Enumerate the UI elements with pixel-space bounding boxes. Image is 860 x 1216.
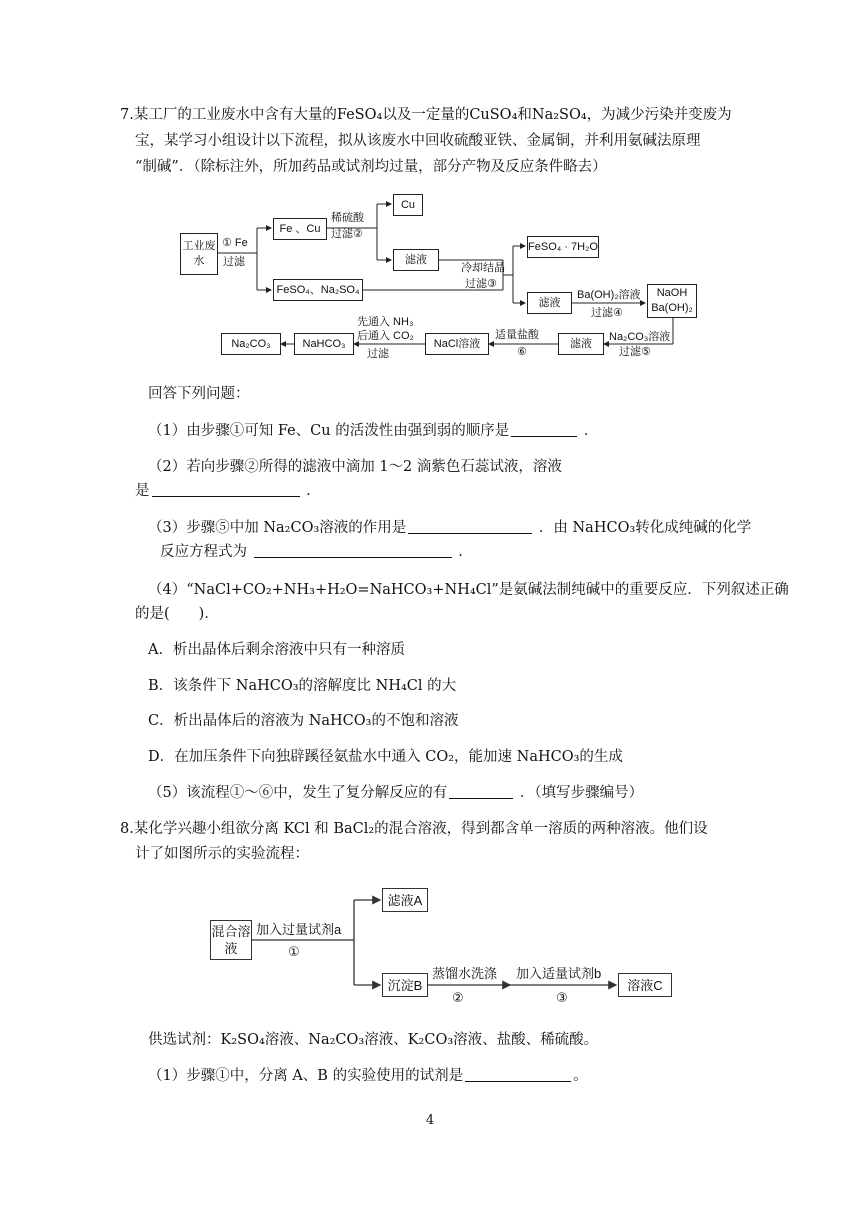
box-feso4-na2so4: FeSO₄、Na₂SO₄ [273,279,363,301]
answer-blank[interactable] [254,543,452,558]
q7-part3b: 反应方程式为 ． [160,544,473,560]
naoh-text: NaOH [656,287,688,299]
label-q8-step1b: ① [288,944,300,959]
label-step2a: 稀硫酸 [331,212,364,224]
q7-option-d: D．在加压条件下向独辟蹊径氨盐水中通入 CO₂，能加速 NaHCO₃的生成 [148,749,623,765]
box-fe-cu: Fe 、Cu [273,218,327,240]
label-q8-step3a: 加入适量试剂b [516,966,602,981]
label-step4a: Ba(OH)₂溶液 [577,289,641,301]
answer-blank[interactable] [152,482,300,497]
q7-part5-text: （5）该流程①～⑥中，发生了复分解反应的有 [148,785,448,801]
label-q8-step2a: 蒸馏水洗涤 [432,966,498,981]
label-step7c: 过滤 [367,348,389,360]
q8-part1-end: 。 [573,1068,588,1084]
q7-part5 [148,783,643,803]
label-step1b: 过滤 [223,256,245,268]
box-waste-water: 工业废水 [180,233,218,275]
answer-blank[interactable] [449,784,513,799]
label-step3a: 冷却结晶 [461,262,505,274]
q7-line2: 宝，某学习小组设计以下流程，拟从该废水中回收硫酸亚铁、金属铜，并利用氨碱法原理 [135,133,701,149]
label-step2b: 过滤② [331,228,363,240]
q7-part5-tail: ．（填写步骤编号） [519,785,644,801]
box-cu: Cu [393,194,423,216]
label-step7a: 先通入 NH₃ [357,316,414,328]
q7-part2a: （2）若向步骤②所得的滤液中滴加 1～2 滴紫色石蕊试液，溶液 [148,459,562,475]
q7-answer-intro: 回答下列问题： [148,386,250,402]
label-step5b: 过滤⑤ [619,346,651,358]
box-nahco3: NaHCO₃ [294,333,354,355]
answer-blank[interactable] [465,1067,571,1082]
label-step4b: 过滤④ [591,307,623,319]
q7-option-a: A．析出晶体后剩余溶液中只有一种溶质 [148,642,405,658]
q7-option-c: C．析出晶体后的溶液为 NaHCO₃的不饱和溶液 [148,713,459,729]
box-precipitate-b: 沉淀B [382,973,428,997]
answer-blank[interactable] [511,422,577,437]
q8-line2: 计了如图所示的实验流程： [135,846,309,862]
box-filtrate-1: 滤液 [393,249,439,271]
q7-part3a-tail: ．由 NaHCO₃转化成纯碱的化学 [538,520,752,536]
baoh2-text: Ba(OH)₂ [651,302,693,314]
box-filtrate-3: 滤液 [558,333,604,355]
box-filtrate-2: 滤液 [527,292,572,314]
box-filtrate-a: 滤液A [382,888,428,912]
label-step3b: 过滤③ [465,278,497,290]
q8-line1: 8.某化学兴趣小组欲分离 KCl 和 BaCl₂的混合溶液，得到都含单一溶质的两种溶液。他们设 [120,821,708,837]
label-step7b: 后通入 CO₂ [357,330,414,342]
q8-flow-arrows [206,880,681,1010]
label-step1a: ① Fe [222,237,248,249]
box-solution-c: 溶液C [618,973,672,997]
q7-part1-text: （1）由步骤①可知 Fe、Cu 的活泼性由强到弱的顺序是 [148,423,510,439]
label-q8-step3b: ③ [556,990,568,1005]
q7-part2b: 是 ． [135,483,321,499]
q7-line3: “制碱”．（除标注外，所加药品或试剂均过量，部分产物及反应条件略去） [135,159,607,175]
q7-part4a: （4）“NaCl+CO₂+NH₃+H₂O=NaHCO₃+NH₄Cl”是氨碱法制纯碱中的重要反应．下列叙述正确 [148,582,789,598]
box-nacl-solution: NaCl溶液 [425,333,489,355]
label-q8-step2b: ② [452,990,464,1005]
q8-reagents: 供选试剂：K₂SO₄溶液、Na₂CO₃溶液、K₂CO₃溶液、盐酸、稀硫酸。 [148,1032,599,1048]
q7-part4b: 的是( )． [135,606,219,622]
label-q8-step1a: 加入过量试剂a [256,922,342,937]
box-feso4-7h2o: FeSO₄ · 7H₂O [527,236,599,258]
q8-part1-text: （1）步骤①中，分离 A、B 的实验使用的试剂是 [148,1068,464,1084]
q7-part3b-text: 反应方程式为 [160,544,247,560]
label-step5a: Na₂CO₃溶液 [609,331,671,343]
q7-flowchart [177,188,699,363]
q7-option-b: B．该条件下 NaHCO₃的溶解度比 NH₄Cl 的大 [148,678,457,694]
q7-part1: （1）由步骤①可知 Fe、Cu 的活泼性由强到弱的顺序是 ． [148,423,599,439]
label-step6a: 适量盐酸 [495,329,539,341]
q7-part2b-text: 是 [135,483,150,499]
answer-blank[interactable] [408,519,532,534]
box-naoh-baoh2 [647,284,697,318]
q8-part1 [148,1066,588,1086]
box-mixed-solution: 混合溶液 [210,920,252,960]
q7-line1: 7.某工厂的工业废水中含有大量的FeSO₄以及一定量的CuSO₄和Na₂SO₄，为减少污染并变废为 [120,107,732,123]
label-step6b: ⑥ [517,346,527,358]
box-na2co3: Na₂CO₃ [221,333,281,355]
page-number: 4 [425,1113,435,1128]
q7-part3a-text: （3）步骤⑤中加 Na₂CO₃溶液的作用是 [148,520,407,536]
q7-part3a [148,518,751,538]
q8-flowchart [206,880,681,1010]
